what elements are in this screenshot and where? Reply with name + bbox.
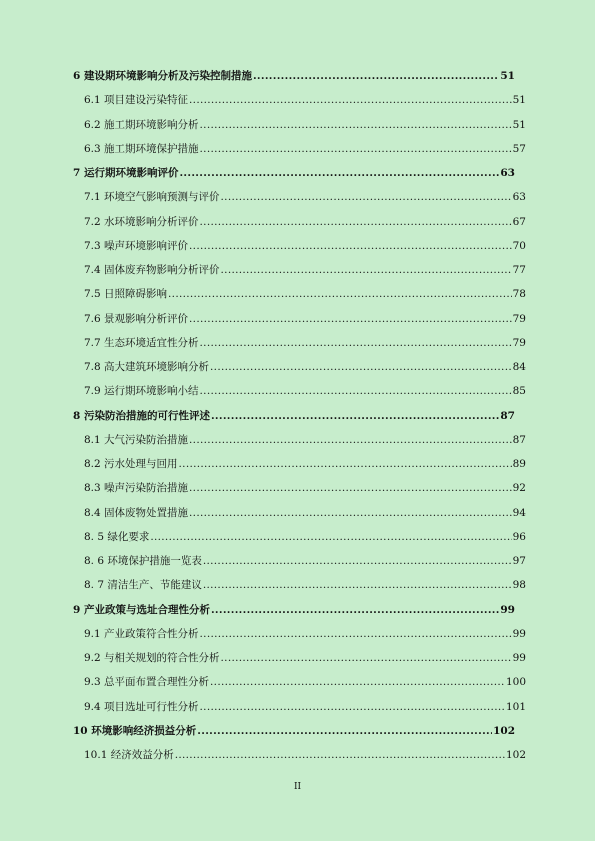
- toc-dot-leader: [203, 578, 512, 592]
- toc-section-entry[interactable]: [84, 215, 526, 229]
- toc-entry-page: 97: [512, 555, 526, 567]
- toc-entry-label: 9 产业政策与选址合理性分析: [73, 603, 210, 616]
- toc-entry-page: 70: [512, 239, 526, 252]
- toc-dot-leader: [189, 239, 512, 253]
- toc-dot-leader: [197, 724, 492, 738]
- toc-entry-label: 7.2 水环境影响分析评价: [84, 215, 199, 228]
- toc-dot-leader: [189, 312, 512, 326]
- toc-entry-label: 7.6 景观影响分析评价: [84, 312, 189, 325]
- toc-entry-label: 6 建设期环境影响分析及污染控制措施: [73, 70, 252, 82]
- toc-entry-label: 6.3 施工期环境保护措施: [84, 142, 199, 155]
- toc-entry-label: 8. 5 绿化要求: [84, 530, 150, 543]
- toc-dot-leader: [200, 118, 512, 132]
- toc-entry-page: 100: [505, 676, 526, 689]
- toc-entry-page: 51: [512, 94, 526, 107]
- toc-section-entry[interactable]: [84, 239, 526, 253]
- toc-entry-page: 87: [512, 433, 526, 446]
- toc-entry-page: 96: [512, 530, 526, 543]
- toc-section-entry[interactable]: [84, 651, 526, 665]
- toc-dot-leader: [189, 481, 512, 495]
- toc-entry-page: 99: [512, 652, 526, 664]
- toc-chapter-entry[interactable]: [73, 69, 515, 83]
- toc-entry-page: 84: [512, 361, 526, 373]
- toc-entry-label: 8 污染防治措施的可行性评述: [73, 409, 210, 422]
- toc-entry-page: 102: [493, 724, 515, 737]
- toc-entry-page: 79: [512, 336, 526, 349]
- toc-entry-label: 8.4 固体废物处置措施: [84, 506, 189, 519]
- toc-entry-page: 89: [512, 458, 526, 470]
- toc-section-entry[interactable]: [84, 93, 526, 107]
- toc-entry-label: 8.2 污水处理与回用: [84, 458, 178, 470]
- toc-section-entry[interactable]: [84, 481, 526, 495]
- toc-entry-page: 85: [512, 385, 526, 398]
- toc-dot-leader: [200, 627, 512, 641]
- toc-dot-leader: [189, 506, 512, 520]
- toc-dot-leader: [179, 166, 499, 180]
- toc-entry-label: 10.1 经济效益分析: [84, 749, 174, 761]
- toc-entry-page: 92: [512, 482, 526, 495]
- toc-section-entry[interactable]: [84, 627, 526, 641]
- toc-entry-label: 8. 7 清洁生产、节能建议: [84, 579, 202, 592]
- toc-chapter-entry[interactable]: [73, 603, 515, 617]
- toc-dot-leader: [179, 457, 512, 471]
- toc-entry-page: 79: [512, 312, 526, 325]
- toc-entry-label: 8. 6 环境保护措施一览表: [84, 555, 202, 567]
- toc-dot-leader: [221, 190, 512, 204]
- toc-section-entry[interactable]: [84, 700, 526, 714]
- page-number: II: [293, 782, 302, 792]
- toc-dot-leader: [175, 748, 505, 762]
- toc-chapter-entry[interactable]: [73, 409, 515, 423]
- toc-entry-label: 9.4 项目选址可行性分析: [84, 700, 199, 713]
- toc-entry-page: 99: [512, 627, 526, 640]
- toc-dot-leader: [189, 93, 512, 107]
- toc-dot-leader: [200, 336, 512, 350]
- toc-section-entry[interactable]: [84, 263, 526, 277]
- toc-dot-leader: [189, 433, 512, 447]
- toc-entry-label: 7 运行期环境影响评价: [73, 167, 179, 179]
- toc-entry-page: 67: [512, 215, 526, 228]
- toc-dot-leader: [211, 603, 499, 617]
- toc-dot-leader: [211, 409, 499, 423]
- toc-entry-page: 101: [505, 700, 526, 713]
- toc-entry-page: 87: [500, 409, 515, 422]
- toc-dot-leader: [221, 263, 512, 277]
- toc-section-entry[interactable]: [84, 142, 526, 156]
- toc-section-entry[interactable]: [84, 748, 526, 762]
- toc-entry-page: 51: [500, 70, 515, 82]
- toc-dot-leader: [200, 384, 512, 398]
- toc-dot-leader: [210, 675, 505, 689]
- toc-entry-label: 7.8 高大建筑环境影响分析: [84, 361, 210, 373]
- toc-entry-page: 63: [500, 167, 515, 179]
- toc-entry-page: 94: [512, 506, 526, 519]
- toc-section-entry[interactable]: [84, 118, 526, 132]
- toc-dot-leader: [168, 287, 512, 301]
- toc-dot-leader: [221, 651, 512, 665]
- toc-dot-leader: [200, 700, 505, 714]
- toc-entry-label: 9.2 与相关规划的符合性分析: [84, 652, 220, 664]
- toc-entry-page: 102: [505, 749, 526, 761]
- toc-section-entry[interactable]: [84, 360, 526, 374]
- toc-section-entry[interactable]: [84, 675, 526, 689]
- toc-entry-page: 78: [512, 288, 526, 301]
- toc-entry-page: 77: [512, 264, 526, 276]
- toc-section-entry[interactable]: [84, 190, 526, 204]
- toc-dot-leader: [200, 142, 512, 156]
- toc-chapter-entry[interactable]: [73, 724, 515, 738]
- toc-entry-page: 63: [512, 191, 526, 204]
- toc-entry-page: 99: [500, 603, 515, 616]
- toc-section-entry[interactable]: [84, 433, 526, 447]
- toc-section-entry[interactable]: [84, 578, 526, 592]
- toc-dot-leader: [150, 530, 511, 544]
- toc-entry-label: 10 环境影响经济损益分析: [73, 724, 197, 737]
- toc-section-entry[interactable]: [84, 554, 526, 568]
- toc-entry-label: 9.1 产业政策符合性分析: [84, 627, 199, 640]
- toc-entry-label: 8.1 大气污染防治措施: [84, 433, 189, 446]
- toc-entry-page: 51: [512, 118, 526, 131]
- toc-section-entry[interactable]: [84, 457, 526, 471]
- toc-entry-label: 6.1 项目建设污染特征: [84, 94, 189, 107]
- toc-dot-leader: [200, 215, 512, 229]
- toc-entry-label: 7.3 噪声环境影响评价: [84, 239, 189, 252]
- toc-entry-label: 8.3 噪声污染防治措施: [84, 482, 189, 495]
- toc-section-entry[interactable]: [84, 506, 526, 520]
- toc-entry-page: 57: [512, 142, 526, 155]
- toc-entry-label: 7.5 日照障碍影响: [84, 288, 168, 301]
- toc-chapter-entry[interactable]: [73, 166, 515, 180]
- toc-entry-page: 98: [512, 579, 526, 592]
- toc-dot-leader: [210, 360, 512, 374]
- toc-section-entry[interactable]: [84, 336, 526, 350]
- toc-dot-leader: [203, 554, 512, 568]
- toc-entry-label: 7.7 生态环境适宜性分析: [84, 336, 199, 349]
- toc-entry-label: 7.9 运行期环境影响小结: [84, 385, 199, 398]
- toc-entry-label: 7.4 固体废弃物影响分析评价: [84, 264, 220, 276]
- toc-section-entry[interactable]: [84, 530, 526, 544]
- toc-entry-label: 7.1 环境空气影响预测与评价: [84, 191, 220, 204]
- toc-dot-leader: [253, 69, 499, 83]
- toc-section-entry[interactable]: [84, 287, 526, 301]
- toc-entry-label: 6.2 施工期环境影响分析: [84, 118, 199, 131]
- toc-section-entry[interactable]: [84, 312, 526, 326]
- toc-section-entry[interactable]: [84, 384, 526, 398]
- toc-entry-label: 9.3 总平面布置合理性分析: [84, 676, 210, 689]
